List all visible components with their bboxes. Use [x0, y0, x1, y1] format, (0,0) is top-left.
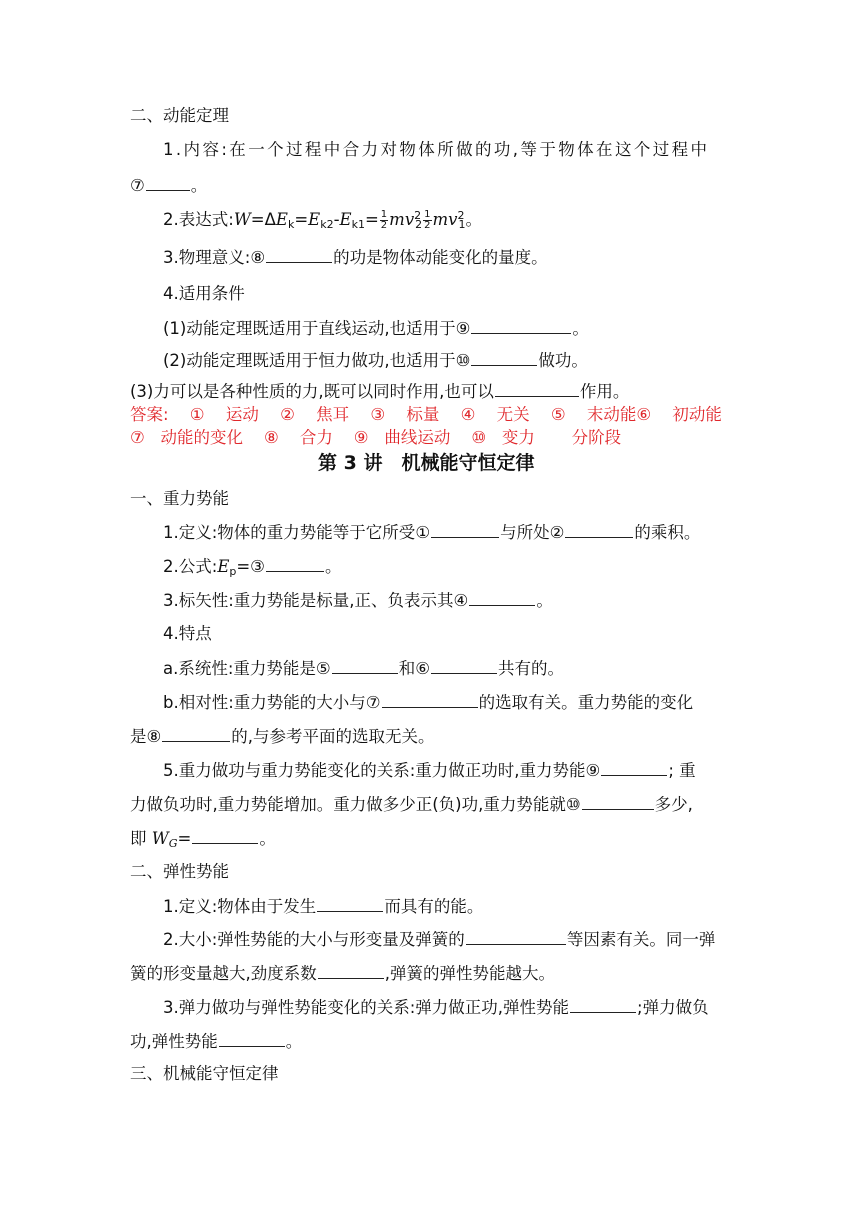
- fraction-half: $\frac{1}{2}$: [380, 209, 388, 231]
- blank-4[interactable]: [469, 590, 535, 606]
- relativity-line: b.相对性:重力势能的大小与⑦ 的选取有关。重力势能的变化: [163, 693, 694, 712]
- work-relation-line-2: 力做负功时,重力势能增加。重力做多少正(负)功,重力势能就⑩ 多少,: [130, 795, 693, 814]
- blank-10b[interactable]: [582, 794, 654, 810]
- blank-9[interactable]: [471, 318, 571, 334]
- blank-2[interactable]: [565, 522, 633, 538]
- elastic-size-line: 2.大小:弹性势能的大小与形变量及弹簧的 等因素有关。同一弹: [163, 930, 716, 949]
- blank-8[interactable]: [266, 247, 332, 263]
- blank-elastic-positive[interactable]: [570, 997, 636, 1013]
- section-title-gravitational-pe: 一、重力势能: [130, 489, 229, 508]
- work-relation-line-3: 即 $W_G=$ 。: [130, 829, 276, 850]
- content-line: 1.内容:在一个过程中合力对物体所做的功,等于物体在这个过程中: [163, 140, 710, 159]
- condition-1: (1)动能定理既适用于直线运动,也适用于⑨ 。: [163, 319, 589, 338]
- blank-5[interactable]: [332, 658, 398, 674]
- blank-8b[interactable]: [162, 726, 230, 742]
- expression-line: 2.表达式$:W=\Delta E_k=E_{k2}-E_{k1}=$ $\frac{1}{2}$ $mv^2_2$ $\frac{1}{2}$ $mv^2_1$。: [163, 209, 482, 231]
- elastic-size-line-2: 簧的形变量越大,劲度系数 ,弹簧的弹性势能越大。: [130, 964, 555, 983]
- blank-elastic-negative[interactable]: [219, 1031, 285, 1047]
- blank-10[interactable]: [471, 350, 537, 366]
- systemic-line: a.系统性:重力势能是⑤ 和⑥ 共有的。: [163, 659, 565, 678]
- content-line-2: ⑦ 。: [130, 176, 208, 195]
- blank-7b[interactable]: [382, 692, 478, 708]
- blank-9b[interactable]: [601, 760, 667, 776]
- section-title-conservation: 三、机械能守恒定律: [130, 1064, 279, 1083]
- elastic-work-line: 3.弹力做功与弹性势能变化的关系:弹力做正功,弹性势能 ;弹力做负: [163, 998, 709, 1017]
- features-title: 4.特点: [163, 624, 212, 643]
- blank-1[interactable]: [431, 522, 499, 538]
- elastic-work-line-2: 功,弹性势能 。: [130, 1032, 303, 1051]
- answers-line-1: 答案: ① 运动 ② 焦耳 ③ 标量 ④ 无关 ⑤ 末动能⑥ 初动能: [130, 405, 722, 424]
- blank-deformation[interactable]: [317, 896, 383, 912]
- blank-6[interactable]: [431, 658, 497, 674]
- blank-stiffness[interactable]: [318, 963, 384, 979]
- condition-3: (3)力可以是各种性质的力,既可以同时作用,也可以 作用。: [130, 382, 630, 401]
- fraction-half-2: $\frac{1}{2}$: [424, 209, 431, 231]
- definition-line: 1.定义:物体的重力势能等于它所受① 与所处② 的乘积。: [163, 523, 701, 542]
- relativity-line-2: 是⑧ 的,与参考平面的选取无关。: [130, 727, 435, 746]
- blank-condition-3[interactable]: [495, 381, 579, 397]
- work-relation-line: 5.重力做功与重力势能变化的关系:重力做正功时,重力势能⑨ ; 重: [163, 761, 696, 780]
- applicable-conditions: 4.适用条件: [163, 284, 245, 303]
- section-title-elastic-pe: 二、弹性势能: [130, 862, 229, 881]
- lecture-title: 第 3 讲 机械能守恒定律: [318, 452, 535, 474]
- scalar-line: 3.标矢性:重力势能是标量,正、负表示其④ 。: [163, 591, 553, 610]
- section-title-kinetic-energy-theorem: 二、动能定理: [130, 106, 229, 125]
- formula-line: 2.公式$:E_p=③$ 。: [163, 557, 342, 578]
- blank-3[interactable]: [266, 556, 324, 572]
- condition-2: (2)动能定理既适用于恒力做功,也适用于⑩ 做功。: [163, 351, 588, 370]
- answers-line-2: ⑦ 动能的变化 ⑧ 合力 ⑨ 曲线运动 ⑩ 变力 分阶段: [130, 428, 622, 447]
- blank-spring[interactable]: [466, 929, 566, 945]
- physical-meaning-line: 3.物理意义:⑧ 的功是物体动能变化的量度。: [163, 248, 548, 267]
- elastic-definition: 1.定义:物体由于发生 而具有的能。: [163, 897, 484, 916]
- blank-7[interactable]: [146, 175, 190, 191]
- blank-wg[interactable]: [192, 828, 258, 844]
